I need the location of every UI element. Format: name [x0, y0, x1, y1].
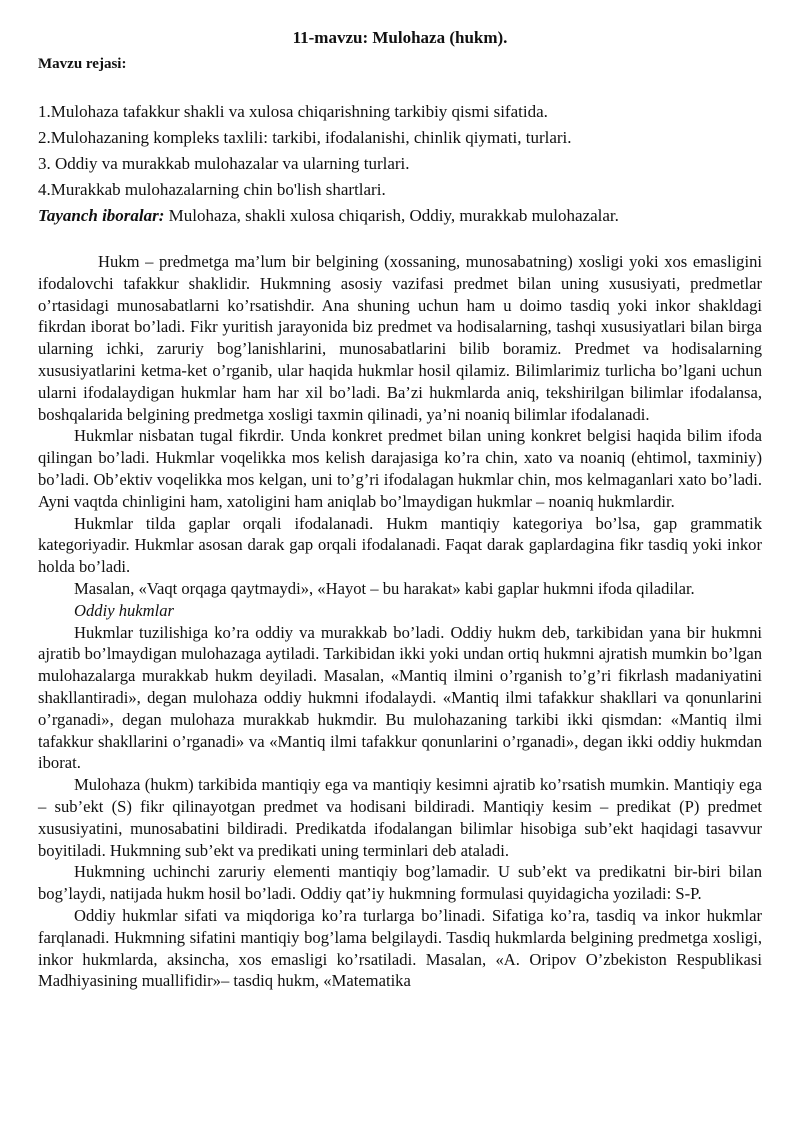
plan-item: 2.Mulohazaning kompleks taxlili: tarkibi, ifodalanishi, chinlik qiymati, turlari.	[38, 128, 572, 147]
paragraph: Masalan, «Vaqt orqaga qaytmaydi», «Hayot – bu harakat» kabi gaplar hukmni ifoda qiladilar.	[74, 578, 695, 598]
paragraph: Hukmlar tuzilishiga ko’ra oddiy va murakkab bo’ladi. Oddiy hukm deb, tarkibidan yana bir hukmni ajratib bo’lmaydigan mulohazaga aytiladi. Tarkibidan ikki yoki undan ortiq hukmni ajratish mumkin bo’lgan mulohazalarga murakkab hukm deyiladi. Masalan, «Mantiq ilmini o’rganish to’g’ri fikrlash madaniyatini shakllantiradi», degan mulohaza oddiy hukmni ifodalaydi. «Mantiq ilmi tafakkur shakllari va qonunlarini o’rganadi», degan mulohaza murakkab hukmdir. Bu mulohazaning tarkibi ikki qismdan: «Mantiq ilmi tafakkur shakllarini o’rganadi» va «Mantiq ilmi tafakkur qonunlarini o’rganadi», degan ikki oddiy hukmdan iborat.	[38, 622, 762, 773]
keywords-text: Mulohaza, shakli xulosa chiqarish, Oddiy, murakkab mulohazalar.	[164, 206, 619, 225]
plan-heading: Mavzu rejasi:	[38, 56, 127, 72]
document-page	[38, 28, 762, 992]
document-title: 11-mavzu: Mulohaza (hukm).	[292, 28, 508, 47]
paragraph: Hukmlar tilda gaplar orqali ifodalanadi. Hukm mantiqiy kategoriya bo’lsa, gap grammatik kategoriyadir. Hukmlar asosan darak gap orqali ifodalanadi. Faqat darak gaplardagina fikr tasdiq yoki inkor holda bo’ladi.	[38, 513, 762, 577]
plan-item: 1.Mulohaza tafakkur shakli va xulosa chiqarishning tarkibiy qismi sifatida.	[38, 102, 548, 121]
paragraph: Mulohaza (hukm) tarkibida mantiqiy ega va mantiqiy kesimni ajratib ko’rsatish mumkin. Mantiqiy ega – sub’ekt (S) fikr qilinayotgan predmet va hodisani bildiradi. Mantiqiy kesim – predikat (P) predmet xususiyatini, munosabatini bildiradi. Predikatda ifodalangan bilimlar hisobiga sub’ekt haqidagi tasavvur boyitiladi. Hukmning sub’ekt va predikati uning terminlari deb ataladi.	[38, 775, 762, 860]
section-subheading: Oddiy hukmlar	[74, 600, 175, 620]
plan-item: 3. Oddiy va murakkab mulohazalar va ularning turlari.	[38, 154, 410, 173]
keywords-line	[38, 203, 762, 229]
paragraph: Hukm – predmetga ma’lum bir belgining (xossaning, munosabatning) xosligi yoki xos emasligini ifodalovchi tafakkur shaklidir. Hukmning asosiy vazifasi predmet bilan uning xususiyati, predmetlar o’rtasidagi munosabatlarni ko’rsatishdir. Ana shuning uchun ham u doimo tasdiq yoki inkor shakldagi fikrdan iborat bo’ladi. Fikr yuritish jarayonida biz predmet va hodisalarning, tashqi xususiyatlari bilan birga ularning ichki, zaruriy bog’lanishlarini, munosabatlarini bilib boramiz. Predmet va hodisalarning xususiyatlarini ketma-ket o’rganib, ular haqida hukmlar hosil qilamiz. Bilimlarimiz turlicha bo’lgani uchun ularni ifodalaydigan hukmlar ham har xil bo’ladi. Ba’zi hukmlarda aniq, tekshirilgan bilimlar ifodalansa, boshqalarida belgining predmetga xosligi taxmin qilinadi, ya’ni noaniq bilimlar ifodalanadi.	[38, 252, 762, 424]
plan-item: 4.Murakkab mulohazalarning chin bo'lish shartlari.	[38, 180, 386, 199]
plan-list	[38, 99, 762, 203]
paragraph: Hukmning uchinchi zaruriy elementi mantiqiy bog’lamadir. U sub’ekt va predikatni bir-biri bilan bog’laydi, natijada hukm hosil bo’ladi. Oddiy qat’iy hukmning formulasi quyidagicha yoziladi: S-P.	[38, 862, 762, 904]
keywords-label: Tayanch iboralar:	[38, 206, 165, 225]
paragraph: Hukmlar nisbatan tugal fikrdir. Unda konkret predmet bilan uning konkret belgisi haqida bilim ifoda qilingan bo’ladi. Hukmlar voqelikka mos kelish darajasiga ko’ra chin, xato va noaniq (ehtimol, taxminiy) bo’ladi. Ob’ektiv voqelikka mos kelgan, uni to’g’ri ifodalagan hukmlar chin, mos kelmaganlari xato bo’ladi. Ayni vaqtda chinligini ham, xatoligini ham aniqlab bo’lmaydigan hukmlar – noaniq hukmlardir.	[38, 426, 762, 511]
body-text	[38, 251, 762, 992]
paragraph: Oddiy hukmlar sifati va miqdoriga ko’ra turlarga bo’linadi. Sifatiga ko’ra, tasdiq va inkor hukmlar farqlanadi. Hukmning sifatini mantiqiy bog’lama belgilaydi. Tasdiq hukmlarda belgining predmetga xosligi, inkor hukmlarda, aksincha, xos emasligi ko’rsatiladi. Masalan, «A. Oripov O’zbekiston Respublikasi Madhiyasining muallifidir»– tasdiq hukm, «Matematika	[38, 905, 762, 991]
